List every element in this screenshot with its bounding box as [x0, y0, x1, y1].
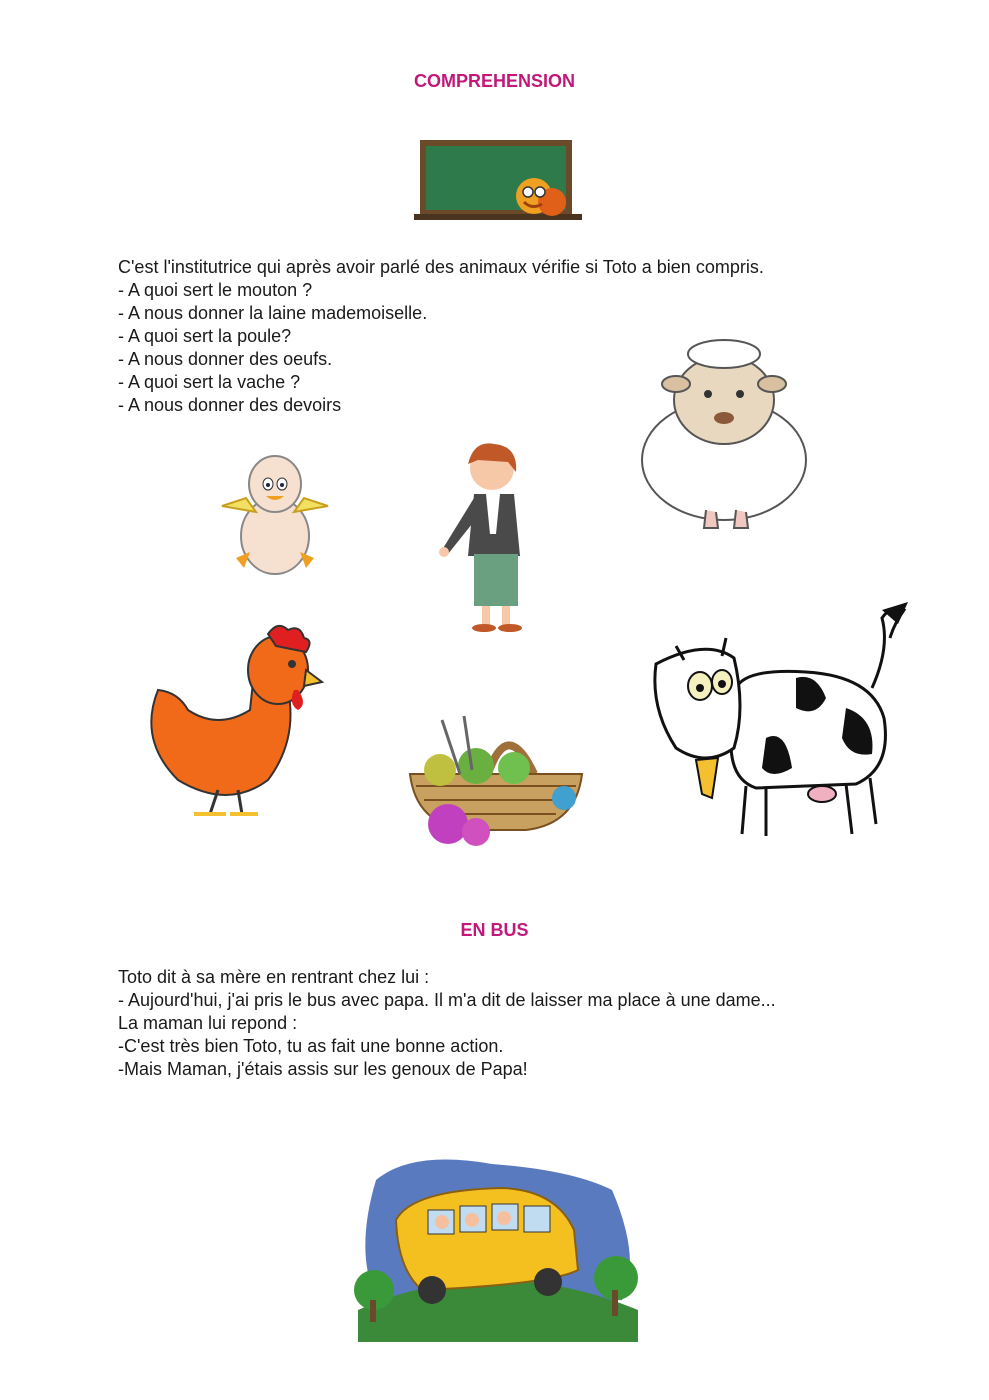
text-line: -Mais Maman, j'étais assis sur les genoux de Papa! [118, 1059, 528, 1079]
yarn-basket-icon [406, 714, 588, 868]
cow-icon [646, 598, 912, 844]
chalkboard-teacher-icon [412, 138, 588, 224]
text-line: - A quoi sert la poule? [118, 326, 292, 346]
chick-in-egg-icon [216, 440, 334, 578]
page-title-comprehension: COMPREHENSION [413, 71, 575, 91]
school-bus-icon [352, 1150, 644, 1342]
hen-icon [138, 620, 324, 830]
text-line: - A quoi sert la vache ? [118, 372, 301, 392]
sheep-icon [636, 330, 812, 536]
page-title-en-bus: EN BUS [460, 920, 529, 940]
text-line: - Aujourd'hui, j'ai pris le bus avec papa. Il m'a dit de laisser ma place à une dame... [118, 990, 776, 1010]
text-line: -C'est très bien Toto, tu as fait une bonne action. [118, 1036, 504, 1056]
text-line: - A quoi sert le mouton ? [118, 280, 313, 300]
teacher-icon [434, 438, 544, 634]
text-line: - A nous donner des devoirs [118, 395, 342, 415]
text-line: Toto dit à sa mère en rentrant chez lui : [118, 967, 430, 987]
text-line: - A nous donner la laine mademoiselle. [118, 303, 428, 323]
text-line: La maman lui repond : [118, 1013, 298, 1033]
en-bus-text [118, 966, 776, 1081]
text-line: C'est l'institutrice qui après avoir parlé des animaux vérifie si Toto a bien compris. [118, 257, 764, 277]
text-line: - A nous donner des oeufs. [118, 349, 333, 369]
